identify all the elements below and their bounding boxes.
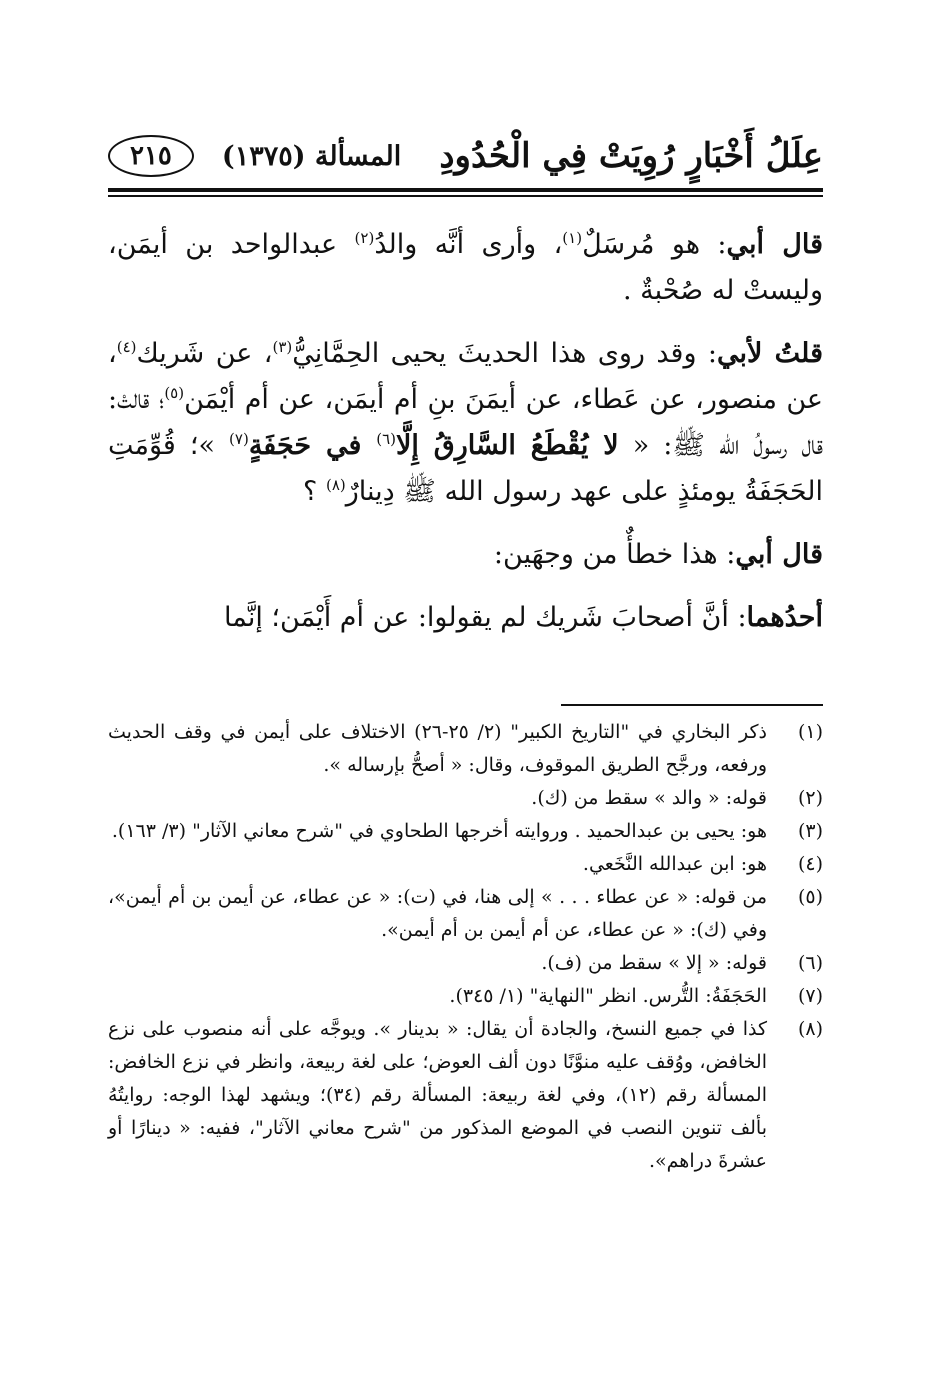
paragraph-1 bbox=[108, 222, 823, 314]
footnote-ref[interactable]: (١) bbox=[562, 229, 583, 247]
footnote-text: من قوله: « عن عطاء . . . » إلى هنا، في (ت): « عن عطاء، عن أيمن بن أم أيمن»، وفي (ك): « عن عطاء، عن أم أيمن بن أم أيمن». bbox=[108, 886, 767, 941]
speaker: قال أبي bbox=[735, 539, 823, 570]
footnote-number: (٥) bbox=[797, 886, 823, 908]
footnote bbox=[108, 848, 823, 881]
page-number: ٢١٥ bbox=[108, 135, 194, 177]
footnote-text: قوله: « والد » سقط من (ك). bbox=[531, 787, 767, 809]
text-run: ؟ bbox=[303, 476, 326, 507]
footnote bbox=[108, 947, 823, 980]
header-meta bbox=[108, 135, 401, 177]
footnote-text: ذكر البخاري في "التاريخ الكبير" (٢/ ٢٥-٢٦) الاختلاف على أيمن في وقف الحديث ورفعه، ورجَّح الطريق الموقوف، وقال: « أصحُّ بإرساله ». bbox=[108, 721, 767, 776]
footnote-ref[interactable]: (٦) bbox=[376, 430, 397, 448]
footnote bbox=[108, 881, 823, 947]
issue-label: المسألة (١٣٧٥) bbox=[221, 140, 402, 172]
text-run: عبدالواحد بن أيمَن، وليستْ له صُحْبةٌ . bbox=[108, 229, 823, 306]
running-header bbox=[108, 128, 823, 184]
footnote-ref[interactable]: (٣) bbox=[272, 338, 293, 356]
paragraph-4 bbox=[108, 595, 823, 641]
footnote bbox=[108, 815, 823, 848]
footnote-ref[interactable]: (٨) bbox=[325, 476, 346, 494]
footnote bbox=[108, 1013, 823, 1178]
speaker: قلتُ لأبي bbox=[717, 338, 823, 369]
speaker: قال أبي bbox=[726, 229, 823, 260]
hadith-text: لا يُقْطَعُ السَّارِقُ إِلَّا bbox=[396, 430, 619, 461]
paragraph-2 bbox=[108, 331, 823, 515]
text-run: »؛ قُوِّمَتِ الحَجَفَةُ يومئذٍ على عهد رسول الله ﷺ دِينارٌ bbox=[108, 430, 823, 507]
footnote-text: الحَجَفَةُ: التُّرس. انظر "النهاية" (١/ ٣٤٥). bbox=[449, 985, 767, 1007]
footnote-text: هو: يحيى بن عبدالحميد . وروايته أخرجها الطحاوي في "شرح معاني الآثار" (٣/ ١٦٣). bbox=[111, 820, 767, 842]
text-run: ، وأرى أنَّه والدُ bbox=[374, 229, 563, 260]
book-title: عِلَلُ أَخْبَارٍ رُوِيَتْ فِي الْحُدُودِ bbox=[439, 136, 823, 176]
footnote-text: هو: ابن عبدالله النَّخَعي. bbox=[582, 853, 767, 875]
text-run: ، عن شَريك bbox=[136, 338, 273, 369]
text-run: ، عن منصور، عن عَطاء، عن أيمَنَ بنِ أم أيمَن، عن أم أيْمَن bbox=[108, 338, 824, 415]
footnote bbox=[108, 716, 823, 782]
footnote-number: (٣) bbox=[797, 820, 823, 842]
footnote-number: (٤) bbox=[797, 853, 823, 875]
text-run: : هو مُرسَلٌ bbox=[582, 229, 727, 260]
footnote-text: قوله: « إلا » سقط من (ف). bbox=[541, 952, 767, 974]
main-text bbox=[108, 222, 823, 658]
footnote-ref[interactable]: (٤) bbox=[116, 338, 137, 356]
text-run: ؛ قالتْ: قال رسولُ الله ﷺ: « bbox=[108, 384, 824, 461]
footnote-text: كذا في جميع النسخ، والجادة أن يقال: « بدينار ». ويوجَّه على أنه منصوب على نزع الخافض، ووُقف عليه منوَّنًا دون ألف العوض؛ على لغة ربيعة، وانظر في نزع الخافض: المسألة رقم (١٢)، وفي لغة ربيعة: المسألة رقم (٣٤)؛ ويشهد لهذا الوجه: روايتُهُ بألف تنوين النصب في الموضع المذكور من "شرح معاني الآثار"، ففيه: « دينارًا أو عشرةَ دراهم». bbox=[108, 1018, 767, 1172]
header-rule-thick bbox=[108, 188, 823, 192]
footnotes bbox=[108, 716, 823, 1178]
footnote bbox=[108, 782, 823, 815]
text-run: : أنَّ أصحابَ شَريك لم يقولوا: عن أم أَيْمَن؛ إنَّما bbox=[224, 602, 747, 633]
footnote-number: (٦) bbox=[797, 952, 823, 974]
footnote-ref[interactable]: (٢) bbox=[354, 229, 375, 247]
footnote bbox=[108, 980, 823, 1013]
paragraph-3 bbox=[108, 532, 823, 578]
speaker: أحدُهما bbox=[746, 602, 823, 633]
hadith-text: في حَجَفَةٍ bbox=[248, 430, 377, 461]
text-run: : هذا خطأٌ من وجهَين: bbox=[493, 539, 736, 570]
footnote-number: (١) bbox=[797, 721, 823, 743]
footnote-number: (٧) bbox=[797, 985, 823, 1007]
header-rule-thin bbox=[108, 195, 823, 197]
footnote-ref[interactable]: (٥) bbox=[164, 384, 185, 402]
footnote-ref[interactable]: (٧) bbox=[229, 430, 249, 448]
footnote-number: (٨) bbox=[797, 1018, 823, 1040]
footnote-separator bbox=[561, 704, 823, 706]
footnote-number: (٢) bbox=[797, 787, 823, 809]
text-run: : وقد روى هذا الحديثَ يحيى الحِمَّانِيُّ bbox=[292, 338, 717, 369]
